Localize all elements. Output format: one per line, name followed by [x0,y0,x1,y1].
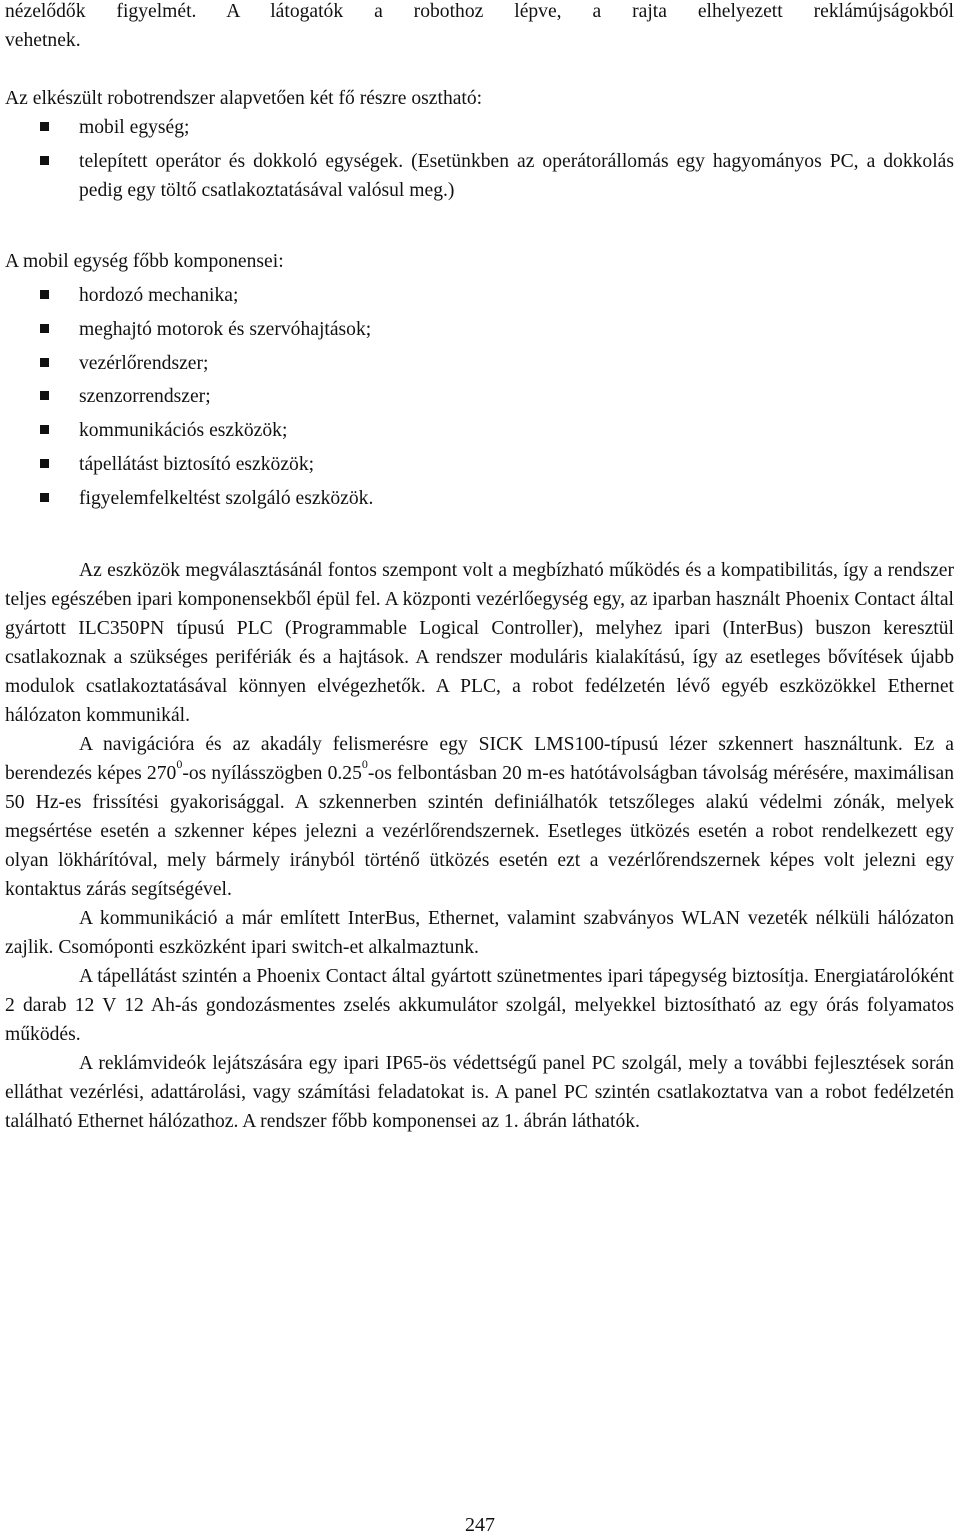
list-item [5,147,954,205]
mobile-unit-heading: A mobil egység főbb komponensei: [5,251,284,272]
paragraph-power-supply: A tápellátást szintén a Phoenix Contact által gyártott szünetmentes ipari tápegység biztosítja. Energiatárolóként 2 darab 12 V 12 Ah-ás gondozásmentes zselés akkumulátor szolgál, melyekkel biztosítható az egy órás folyamatos működés. [5,966,954,1045]
list-item-text: telepített operátor és dokkoló egységek. (Esetünkben az operátorállomás egy hagyományos PC, a dokkolás pedig egy töltő csatlakoztatásával valósul meg.) [79,151,954,201]
square-bullet-icon [40,391,49,400]
intro-line-2: vehetnek. [5,30,81,51]
system-section [5,84,954,205]
body-text [5,556,954,1136]
square-bullet-icon [40,324,49,333]
paragraph-navigation-part-a: A navigációra és az akadály felismerésre egy SICK LMS100-típusú lézer szkennert használtunk. Ez a berendezés képes 270 [5,734,954,784]
list-item [5,416,954,445]
list-item-text: kommunikációs eszközök; [79,420,288,442]
square-bullet-icon [40,122,49,131]
degree-superscript: 0 [361,757,368,772]
list-item [5,113,954,142]
paragraph-navigation-part-b: -os nyílásszögben 0.25 [182,763,362,784]
paragraph-communication: A kommunikáció a már említett InterBus, Ethernet, valamint szabványos WLAN vezeték nélküli hálózaton zajlik. Csomóponti eszközként ipari switch-et alkalmaztunk. [5,908,954,958]
square-bullet-icon [40,290,49,299]
mobile-unit-list [5,281,954,513]
list-item [5,382,954,411]
intro-line-1: nézelődők figyelmét. A látogatók a robothoz lépve, a rajta elhelyezett reklámújságokból [5,1,954,22]
square-bullet-icon [40,156,49,165]
mobile-unit-section [5,247,954,513]
list-item-text: hordozó mechanika; [79,285,239,306]
intro-paragraph [5,0,954,55]
list-item [5,281,954,310]
list-item-text: mobil egység; [79,117,190,138]
list-item [5,450,954,479]
paragraph-panel-pc: A reklámvideók lejátszására egy ipari IP65-ös védettségű panel PC szolgál, mely a további fejlesztések során elláthat vezérlési, adattárolási, vagy számítási feladatokat is. A panel PC szintén csatlakoztatva van a robot fedélzetén található Ethernet hálózathoz. A rendszer főbb komponensei az 1. ábrán láthatók. [5,1053,954,1132]
square-bullet-icon [40,459,49,468]
square-bullet-icon [40,358,49,367]
list-item-text: vezérlőrendszer; [79,352,209,374]
list-item [5,315,954,344]
page-number: 247 [465,1514,495,1536]
degree-superscript: 0 [176,757,183,772]
list-item-text: szenzorrendszer; [79,386,211,408]
system-list [5,113,954,205]
paragraph-navigation [5,730,954,904]
paragraph-navigation-part-c: -os felbontásban 20 m-es hatótávolságban távolság mérésére, maximálisan 50 Hz-es frissítési gyakorisággal. A szkennerben szintén definiálhatók tetszőleges alakú védelmi zónák, melyek megsértése esetén a szkenner képes jelezni a vezérlőrendszernek. Esetleges ütközés esetén a robot rendelkezett egy olyan lökhárítóval, mely bármely irányból történő ütközés esetén ezt a vezérlőrendszernek képes volt jelezni egy kontaktus zárás segítségével. [5,763,954,900]
list-item-text: meghajtó motorok és szervóhajtások; [79,318,372,340]
list-item-text: figyelemfelkeltést szolgáló eszközök. [79,487,374,509]
paragraph-components: Az eszközök megválasztásánál fontos szempont volt a megbízható működés és a kompatibilitás, így a rendszer teljes egészében ipari komponensekből épül fel. A központi vezérlőegység egy, az iparban használt Phoenix Contact által gyártott ILC350PN típusú PLC (Programmable Logical Controller), melyhez ipari (InterBus) buszon keresztül csatlakoznak a szükséges perifériák és a hajtások. A rendszer moduláris kialakítású, így az esetleges bővítések újabb modulok csatlakoztatásával könnyen elvégezhetők. A PLC, a robot fedélzetén lévő egyéb eszközökkel Ethernet hálózaton kommunikál. [5,560,954,726]
square-bullet-icon [40,493,49,502]
list-item [5,484,954,513]
square-bullet-icon [40,425,49,434]
list-item [5,349,954,378]
list-item-text: tápellátást biztosító eszközök; [79,453,315,475]
system-heading: Az elkészült robotrendszer alapvetően két fő részre osztható: [5,88,483,109]
